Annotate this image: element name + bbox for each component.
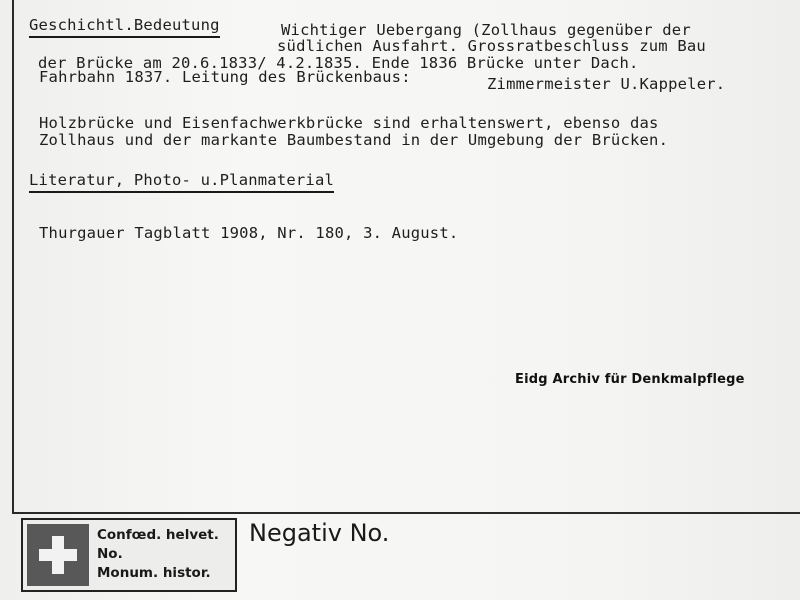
left-margin-rule [12, 0, 14, 512]
negativ-label: Negativ No. [249, 519, 390, 547]
seal-line-3: Monum. histor. [97, 565, 211, 581]
history-line-4b: Zimmermeister U.Kappeler. [487, 75, 726, 93]
monument-seal [21, 518, 237, 592]
literature-heading: Literatur, Photo- u.Planmaterial [29, 171, 334, 193]
history-line-1: Wichtiger Uebergang (Zollhaus gegenüber der [281, 21, 691, 39]
bottom-rule [12, 512, 800, 514]
history-heading: Geschichtl.Bedeutung [29, 16, 220, 38]
history-line-2: südlichen Ausfahrt. Grossratbeschluss zum Bau [277, 37, 706, 55]
history-line-4a: Fahrbahn 1837. Leitung des Brückenbaus: [39, 68, 411, 86]
swiss-cross-icon [27, 524, 89, 586]
literature-entry: Thurgauer Tagblatt 1908, Nr. 180, 3. August. [39, 224, 459, 242]
archive-stamp: Eidg Archiv für Denkmalpflege [515, 372, 745, 387]
history-line-5: Holzbrücke und Eisenfachwerkbrücke sind erhaltenswert, ebenso das [39, 114, 659, 132]
seal-line-1: Confœd. helvet. [97, 527, 219, 543]
seal-line-2: No. [97, 546, 123, 562]
history-line-6: Zollhaus und der markante Baumbestand in der Umgebung der Brücken. [39, 131, 669, 149]
history-line-3: der Brücke am 20.6.1833/ 4.2.1835. Ende 1836 Brücke unter Dach. [38, 54, 639, 72]
